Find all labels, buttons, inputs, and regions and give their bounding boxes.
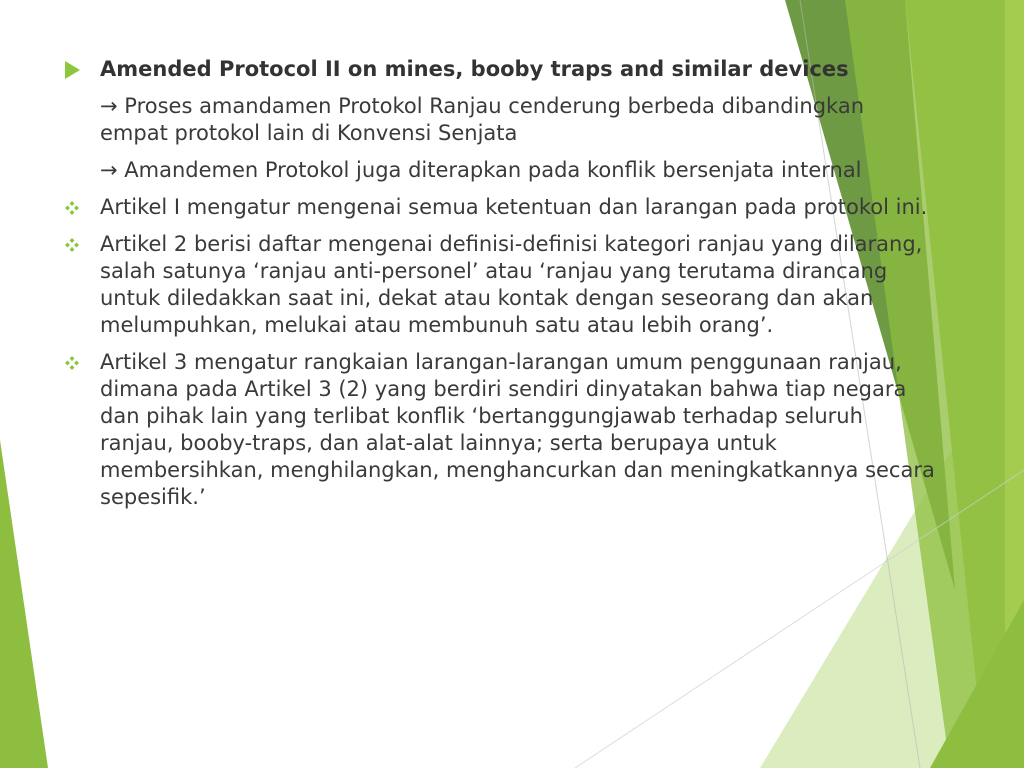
- slide-content: [58, 56, 938, 521]
- diamond-bullet-icon: [62, 235, 82, 255]
- protocol-heading: Amended Protocol II on mines, booby traps and similar devices: [100, 57, 849, 81]
- artikel-3-text: Artikel 3 mengatur rangkaian larangan-larangan umum penggunaan ranjau, dimana pada Artikel 3 (2) yang berdiri sendiri dinyatakan bahwa tiap negara dan pihak lain yang terlibat konflik ‘bertanggungjawab terhadap seluruh ranjau, booby-traps, dan alat-alat lainnya; serta berupaya untuk membersihkan, menghilangkan, menghancurkan dan meningkatkannya secara sepesifik.’: [100, 350, 935, 509]
- triangle-arrow-icon: [62, 60, 82, 80]
- sub-item-2: → Amandemen Protokol juga diterapkan pada konflik bersenjata internal: [100, 158, 862, 182]
- diamond-bullet-icon: [62, 353, 82, 373]
- left-green-wedge: [0, 440, 48, 768]
- bullet-item-3: [58, 231, 938, 339]
- diamond-bullet-icon: [62, 198, 82, 218]
- bullet-item-4: [58, 349, 938, 511]
- sub-item-1: → Proses amandamen Protokol Ranjau cenderung berbeda dibandingkan empat protokol lain di Konvensi Senjata: [100, 94, 865, 145]
- artikel-2-text: Artikel 2 berisi daftar mengenai definisi-definisi kategori ranjau yang dilarang, salah satunya ‘ranjau anti-personel’ atau ‘ranjau yang terutama dirancang untuk diledakkan saat ini, dekat atau kontak dengan seseorang dan akan melumpuhkan, melukai atau membunuh satu atau lebih orang’.: [100, 232, 923, 337]
- bullet-item-1: [58, 56, 938, 83]
- artikel-1-text: Artikel I mengatur mengenai semua ketentuan dan larangan pada protokol ini.: [100, 195, 928, 219]
- bullet-item-2: [58, 194, 938, 221]
